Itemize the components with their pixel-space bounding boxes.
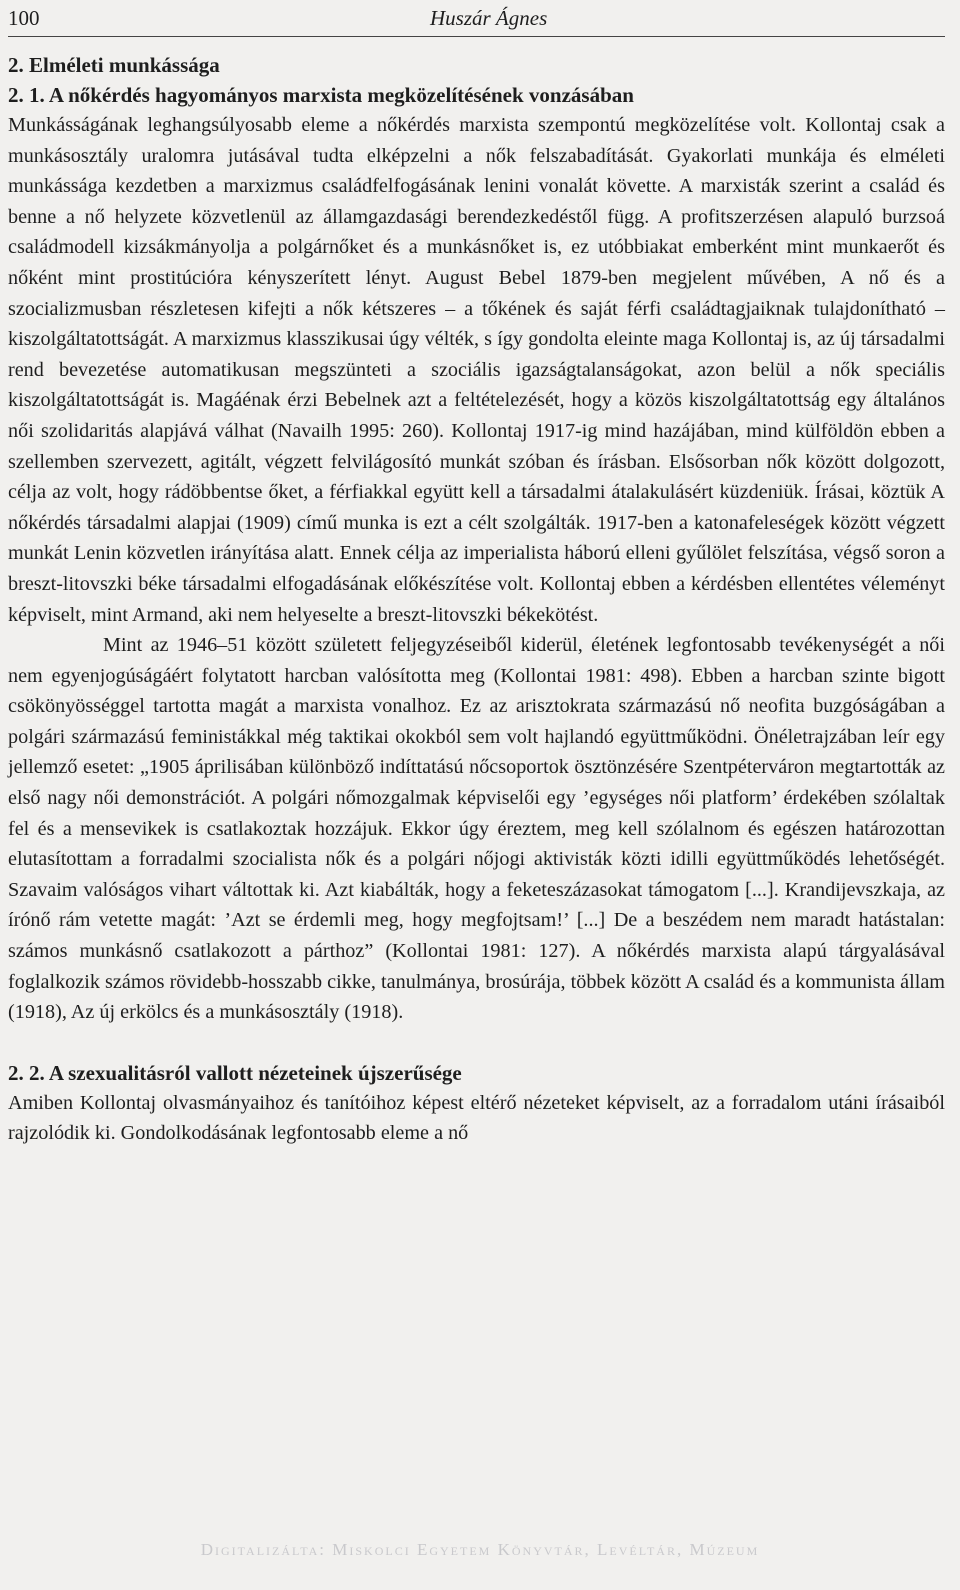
subsection-heading-2: 2. 2. A szexualitásról vallott nézeteinek újszerűsége xyxy=(8,1060,462,1085)
section-heading: 2. Elméleti munkássága xyxy=(8,53,220,77)
running-header xyxy=(8,6,945,34)
page-number: 100 xyxy=(8,6,40,30)
running-title: Huszár Ágnes xyxy=(430,6,548,30)
body-paragraph-1: Munkásságának leghangsúlyosabb eleme a nőkérdés marxista szempontú megközelítése volt. Kollontaj csak a munkásosztály uralomra jutásával tudta elképzelni a nők felszabadítását. Gyakorlati munkája és elméleti munkássága kezdetben a marxizmus családfelfogásának lenini vonalát követte. A marxisták szerint a család és benne a nő helyzete közvetlenül az államgazdasági berendezkedéstől függ. A profitszerzésen alapuló burzsoá családmodell kizsákmányolja a polgárnőket és a munkásnőket is, ez utóbbiakat emberként mint munkaerőt és nőként mint prostitúcióra kényszerített lényt. August Bebel 1879-ben megjelent művében, A nő és a szocializmusban részletesen kifejti a nők kétszeres – a tőkének és saját férfi családtagjaiknak tulajdonítható – kiszolgáltatottságát. A marxizmus klasszikusai úgy vélték, s így gondolta eleinte maga Kollontaj is, az új társadalmi rend bevezetése automatikusan megszünteti a szociális igazságtalanságokat, azon belül a nők speciális kiszolgáltatottságát is. Magáénak érzi Bebelnek azt a feltételezését, hogy a közös kiszolgáltatottság egy általános női szolidaritás alapjává válhat (Navailh 1995: 260). Kollontaj 1917-ig mind hazájában, mind külföldön ebben a szellemben szervezett, agitált, végzett felvilágosító munkát szóban és írásban. Elsősorban nők között dolgozott, célja az volt, hogy rádöbbentse őket, a férfiakkal együtt kell a társadalmi átalakulásért küzdeniük. Írásai, köztük A nőkérdés társadalmi alapjai (1909) című munka is ezt a célt szolgálták. 1917-ben a katonafeleségek között végzett munkát Lenin közvetlen irányítása alatt. Ennek célja az imperialista háború elleni gyűlölet felszítása, végső soron a breszt-litovszki béke társadalmi elfogadásának előkészítése volt. Kollontaj ebben a kérdésben ellentétes véleményt képviselt, mint Armand, aki nem helyeselte a breszt-litovszki békekötést. xyxy=(8,114,945,626)
body-paragraph-3: Amiben Kollontaj olvasmányaihoz és tanítóihoz képest eltérő nézeteket képviselt, az a forradalom utáni írásaiból rajzolódik ki. Gondolkodásának legfontosabb eleme a nő xyxy=(8,1091,945,1145)
subsection-heading: 2. 1. A nőkérdés hagyományos marxista megközelítésének vonzásában xyxy=(8,83,634,107)
document-page xyxy=(8,6,945,1149)
header-rule xyxy=(8,36,945,37)
body-paragraph-2: Mint az 1946–51 között született feljegyzéseiből kiderül, életének legfontosabb tevékenységét a női nem egyenjogúságáért folytatott harcban valósította meg (Kollontai 1981: 498). Ebben a harcban szinte bigott csökönyösséggel tartotta magát a marxista vonalhoz. Ez az arisztokrata származású nő neofita buzgóságában a polgári származású feministákkal még taktikai okokból sem volt hajlandó együttműködni. Önéletrajzában leír egy jellemző esetet: „1905 áprilisában különböző indíttatású nőcsoportok ösztönzésére Szentpéterváron megtartották az első nagy női demonstrációt. A polgári nőmozgalmak képviselői egy ’egységes női platform’ érdekében szólaltak fel és a mensevikek is csatlakoztak hozzájuk. Ekkor úgy éreztem, meg kell szólalnom és egészen határozottan elutasítottam a forradalmi szocialista nők és a polgári nőjogi aktivisták közti idilli együttműködés lehetőségét. Szavaim valóságos vihart váltottak ki. Azt kiabálták, hogy a feketeszázasokat támogatom [...]. Krandijevszkaja, az írónő rám vetette magát: ’Azt se érdemli meg, hogy megfojtsam!’ [...] De a beszédem nem maradt hatástalan: számos munkásnő csatlakozott a párthoz” (Kollontai 1981: 127). A nőkérdés marxista alapú tárgyalásával foglalkozik számos rövidebb-hosszabb cikke, tanulmánya, brosúrája, többek között A család és a kommunista állam (1918), Az új erkölcs és a munkásosztály (1918). xyxy=(8,634,945,1024)
digitization-watermark: Digitalizálta: Miskolci Egyetem Könyvtár, Levéltár, Múzeum xyxy=(200,1540,760,1559)
